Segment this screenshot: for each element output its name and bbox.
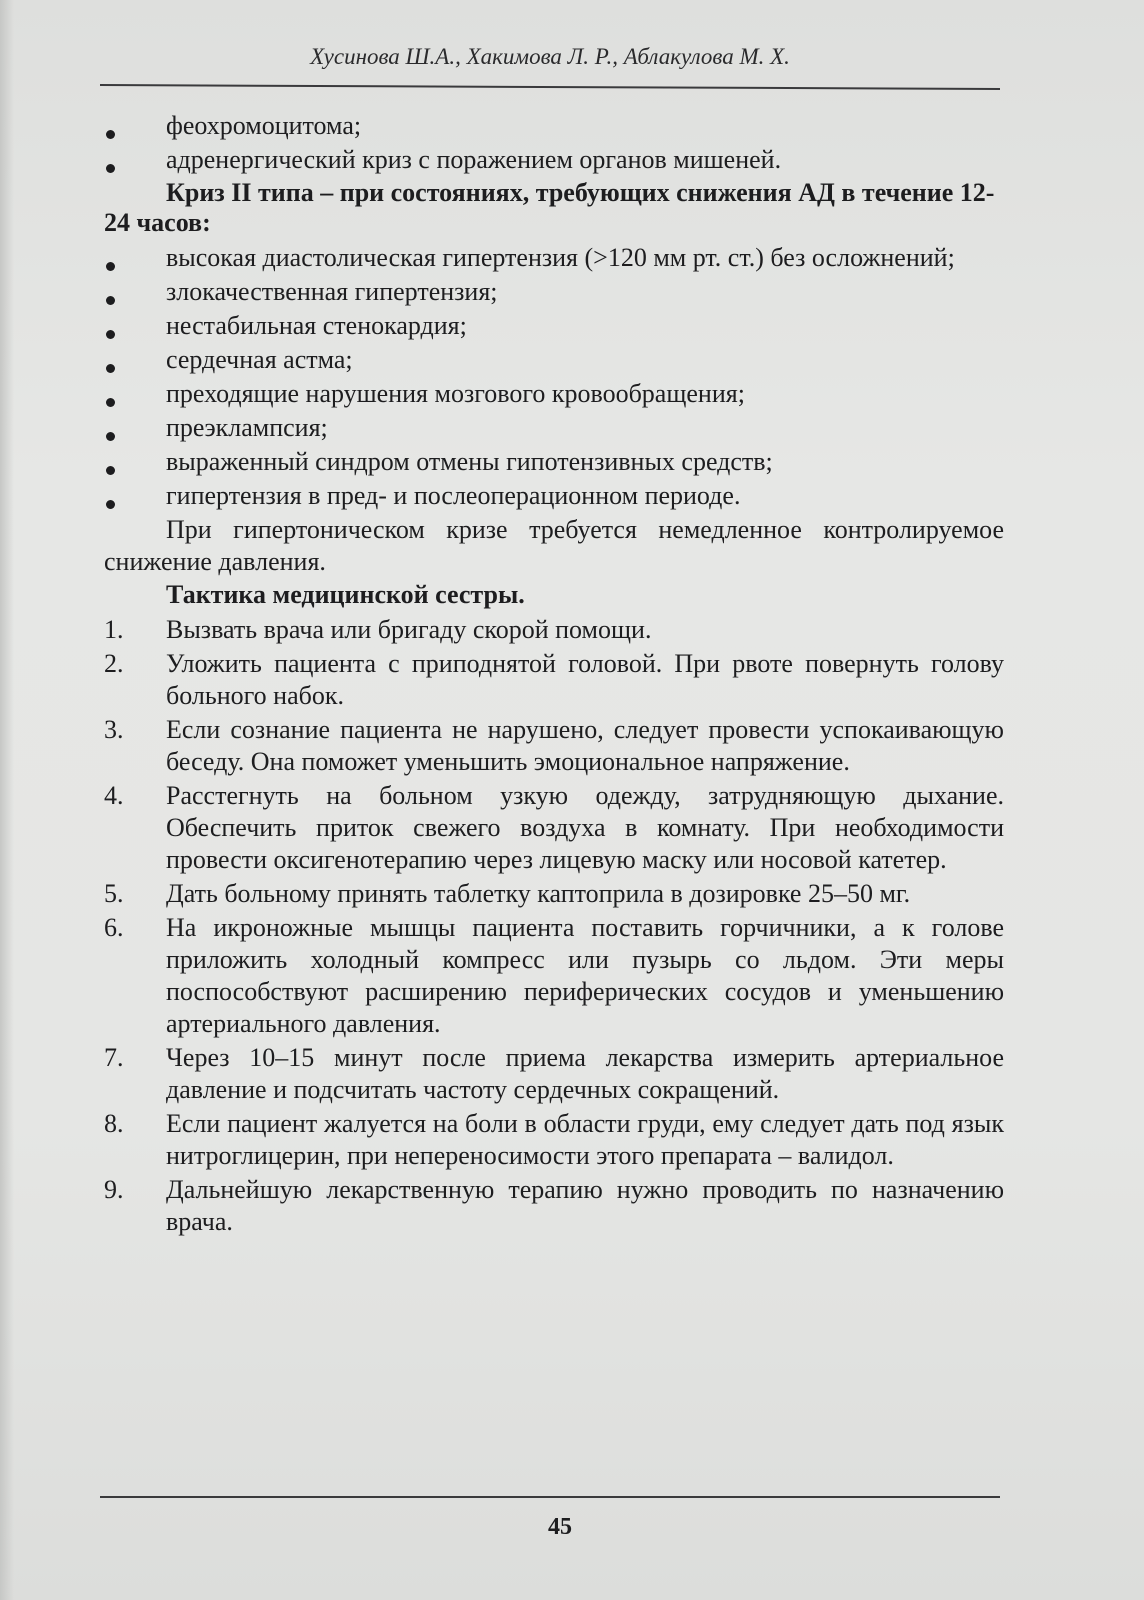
- step-text: Дать больному принять таблетку каптоприла в дозировке 25–50 мг.: [166, 879, 911, 908]
- bullet-icon: [106, 500, 115, 509]
- step-number: 1.: [104, 615, 124, 644]
- list-item-text: преэклампсия;: [166, 413, 328, 442]
- running-head-authors: Хусинова Ш.А., Хакимова Л. Р., Аблакулова М. Х.: [310, 44, 790, 69]
- step-number: 8.: [104, 1109, 124, 1138]
- step-number: 6.: [104, 913, 124, 942]
- bullet-icon: [106, 466, 115, 475]
- list-item: [104, 412, 1004, 444]
- list-item: [104, 480, 1004, 512]
- bullet-icon: [106, 432, 115, 441]
- page-number: 45: [548, 1514, 572, 1540]
- list-item: [104, 310, 1004, 342]
- list-item: [104, 378, 1004, 410]
- bullet-icon: [106, 130, 115, 139]
- bullet-icon: [106, 330, 115, 339]
- list-item-text: гипертензия в пред- и послеоперационном периоде.: [166, 481, 741, 510]
- step-number: 9.: [104, 1175, 124, 1204]
- numbered-step: [104, 714, 1004, 778]
- step-number: 2.: [104, 649, 124, 678]
- page-content: [104, 110, 1004, 1240]
- page-edge-shadow: [0, 0, 14, 1600]
- list-item: [104, 110, 1004, 142]
- list-item-text: высокая диастолическая гипертензия (>120 мм рт. ст.) без осложнений;: [166, 243, 955, 272]
- bullet-icon: [106, 398, 115, 407]
- bullet-icon: [106, 296, 115, 305]
- list-item: [104, 242, 1004, 274]
- list-item-text: сердечная астма;: [166, 345, 353, 374]
- step-number: 5.: [104, 879, 124, 908]
- step-number: 7.: [104, 1043, 124, 1072]
- footer-rule: [100, 1496, 1000, 1498]
- step-text: Через 10–15 минут после приема лекарства измерить артериальное давление и подсчитать частоту сердечных сокращений.: [166, 1043, 1004, 1104]
- numbered-step: [104, 1174, 1004, 1238]
- step-text: Дальнейшую лекарственную терапию нужно проводить по назначению врача.: [166, 1175, 1004, 1236]
- list-item-text: адренергический криз с поражением органов мишеней.: [166, 145, 782, 174]
- list-item: [104, 276, 1004, 308]
- numbered-step: [104, 1108, 1004, 1172]
- numbered-step: [104, 1042, 1004, 1106]
- numbered-step: [104, 648, 1004, 712]
- paragraph-urgent-reduction: При гипертоническом кризе требуется немедленное контролируемое снижение давления.: [104, 515, 1004, 576]
- list-item-text: преходящие нарушения мозгового кровообращения;: [166, 379, 745, 408]
- step-text: Расстегнуть на больном узкую одежду, затрудняющую дыхание. Обеспечить приток свежего воздуха в комнату. При необходимости провести оксигенотерапию через лицевую маску или носовой катетер.: [166, 781, 1004, 874]
- step-text: Если пациент жалуется на боли в области груди, ему следует дать под язык нитроглицерин, при непереносимости этого препарата – валидол.: [166, 1109, 1004, 1170]
- bullet-icon: [106, 364, 115, 373]
- bullet-icon: [106, 262, 115, 271]
- step-text: Если сознание пациента не нарушено, следует провести успокаивающую беседу. Она поможет уменьшить эмоциональное напряжение.: [166, 715, 1004, 776]
- list-item-text: нестабильная стенокардия;: [166, 311, 467, 340]
- step-number: 3.: [104, 715, 124, 744]
- list-item: [104, 344, 1004, 376]
- step-number: 4.: [104, 781, 124, 810]
- list-item-text: злокачественная гипертензия;: [166, 277, 498, 306]
- step-text: Уложить пациента с приподнятой головой. При рвоте повернуть голову больного набок.: [166, 649, 1004, 710]
- section-heading-crisis-type-2: Криз II типа – при состояниях, требующих снижения АД в течение 12-24 часов:: [104, 178, 995, 237]
- bullet-icon: [106, 164, 115, 173]
- list-item: [104, 144, 1004, 176]
- step-text: Вызвать врача или бригаду скорой помощи.: [166, 615, 652, 644]
- section-heading-nurse-tactics: Тактика медицинской сестры.: [166, 580, 525, 609]
- numbered-step: [104, 912, 1004, 1040]
- numbered-step: [104, 878, 1004, 910]
- list-item-text: феохромоцитома;: [166, 111, 362, 140]
- numbered-step: [104, 614, 1004, 646]
- list-item-text: выраженный синдром отмены гипотензивных средств;: [166, 447, 773, 476]
- numbered-step: [104, 780, 1004, 876]
- step-text: На икроножные мышцы пациента поставить горчичники, а к голове приложить холодный компресс или пузырь со льдом. Эти меры поспособствуют расширению периферических сосудов и уменьшению артериального давления.: [166, 913, 1004, 1038]
- header-rule: [100, 84, 1000, 90]
- list-item: [104, 446, 1004, 478]
